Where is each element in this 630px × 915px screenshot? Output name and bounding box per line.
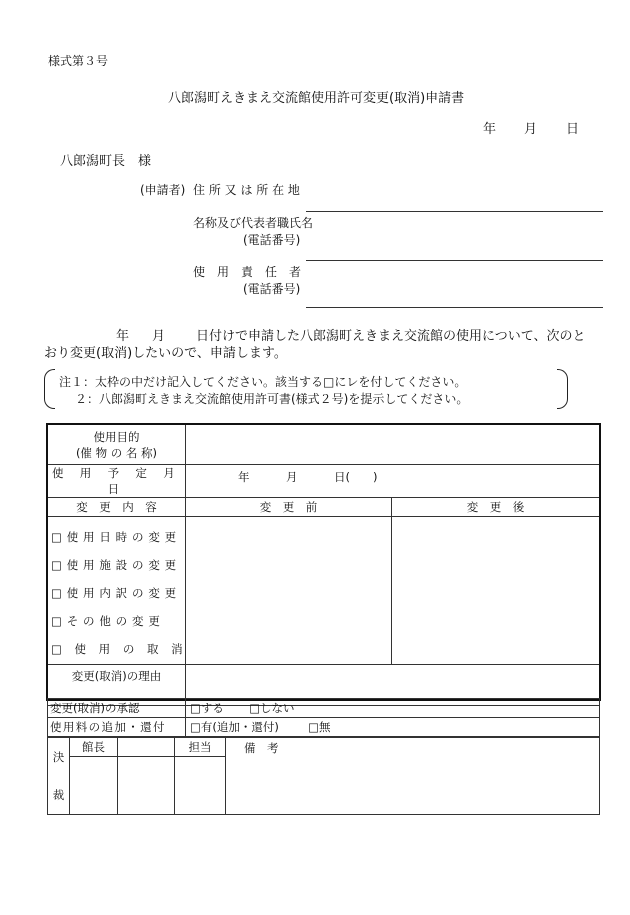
schedule-month: 月	[286, 470, 298, 484]
purpose-label-cell	[48, 425, 186, 465]
date-day: 日	[566, 122, 580, 137]
address-underline[interactable]	[306, 211, 603, 212]
person-label: 使 用 責 任 者	[193, 265, 302, 279]
note-bracket-left	[44, 369, 55, 409]
schedule-day: 日( )	[334, 470, 378, 484]
decision-label-cell	[48, 738, 70, 815]
person-underline[interactable]	[306, 307, 603, 308]
change-item-list	[48, 517, 186, 665]
remarks-cell[interactable]	[226, 738, 600, 815]
note-1: 注１：太枠の中だけ記入してください。該当する□にレを付してください。	[59, 375, 467, 389]
reason-label: 変更(取消)の理由	[48, 665, 186, 706]
extra-seal[interactable]	[118, 756, 175, 814]
before-label: 変 更 前	[186, 498, 392, 517]
phone-label-1: (電話番号)	[243, 233, 301, 247]
approval-no[interactable]: □しない	[249, 701, 295, 715]
page-title: 八郎潟町えきまえ交流館使用許可変更(取消)申請書	[168, 91, 465, 106]
body-line2: おり変更(取消)したいので、申請します。	[44, 346, 287, 361]
fee-no[interactable]: □無	[308, 720, 331, 734]
decision-label-bottom: 裁	[52, 788, 65, 802]
name-underline[interactable]	[306, 260, 603, 261]
purpose-label: 使用目的	[93, 429, 140, 444]
fee-yes[interactable]: □有(追加・還付)	[190, 720, 279, 734]
change-label: 変 更 内 容	[48, 498, 186, 517]
after-input[interactable]	[392, 517, 600, 665]
remarks-label: 備 考	[244, 741, 279, 755]
phone-label-2: (電話番号)	[243, 282, 301, 296]
purpose-sublabel: (催 物 の 名 称)	[75, 445, 158, 460]
change-item-details[interactable]: □使用内訳の変更	[51, 586, 182, 600]
change-item-other[interactable]: □その他の変更	[51, 614, 165, 628]
body-month: 月	[152, 329, 166, 344]
name-label: 名称及び代表者職氏名	[193, 216, 314, 230]
schedule-label: 使 用 予 定 月 日	[48, 465, 186, 498]
body-year: 年	[116, 329, 130, 344]
change-item-cancel[interactable]: □ 使 用 の 取 消	[51, 642, 184, 656]
staff-label: 担当	[175, 738, 226, 757]
form-number: 様式第３号	[48, 54, 109, 68]
body-line1: 日付けで申請した八郎潟町えきまえ交流館の使用について、次のと	[196, 329, 586, 344]
approval-label: 変更(取消)の承認	[48, 699, 186, 718]
date-month: 月	[524, 122, 538, 137]
fee-options	[186, 718, 600, 737]
purpose-input[interactable]	[186, 425, 600, 465]
approval-options	[186, 699, 600, 718]
director-label: 館長	[70, 738, 118, 757]
application-table	[47, 424, 600, 706]
staff-seal[interactable]	[175, 756, 226, 814]
schedule-input[interactable]	[186, 465, 600, 498]
fee-label: 使用料の追加・還付	[48, 718, 186, 737]
date-year: 年	[483, 122, 497, 137]
schedule-year: 年	[238, 470, 250, 484]
applicant-prefix: (申請者)	[140, 183, 186, 197]
change-item-facility[interactable]: □使用施設の変更	[51, 558, 182, 572]
approval-yes[interactable]: □する	[190, 701, 224, 715]
change-item-date[interactable]: □使用日時の変更	[51, 530, 182, 544]
decision-label-top: 決	[52, 750, 65, 764]
addressee: 八郎潟町長 様	[60, 154, 152, 169]
director-seal[interactable]	[70, 756, 118, 814]
address-label: 住 所 又 は 所 在 地	[193, 183, 300, 197]
note-bracket-right	[557, 369, 568, 409]
before-input[interactable]	[186, 517, 392, 665]
director-extra-label	[118, 738, 175, 757]
note-2: ２：八郎潟町えきまえ交流館使用許可書(様式２号)を提示してください。	[75, 392, 469, 406]
approval-table	[47, 698, 600, 737]
after-label: 変 更 後	[392, 498, 600, 517]
decision-table	[47, 737, 600, 815]
